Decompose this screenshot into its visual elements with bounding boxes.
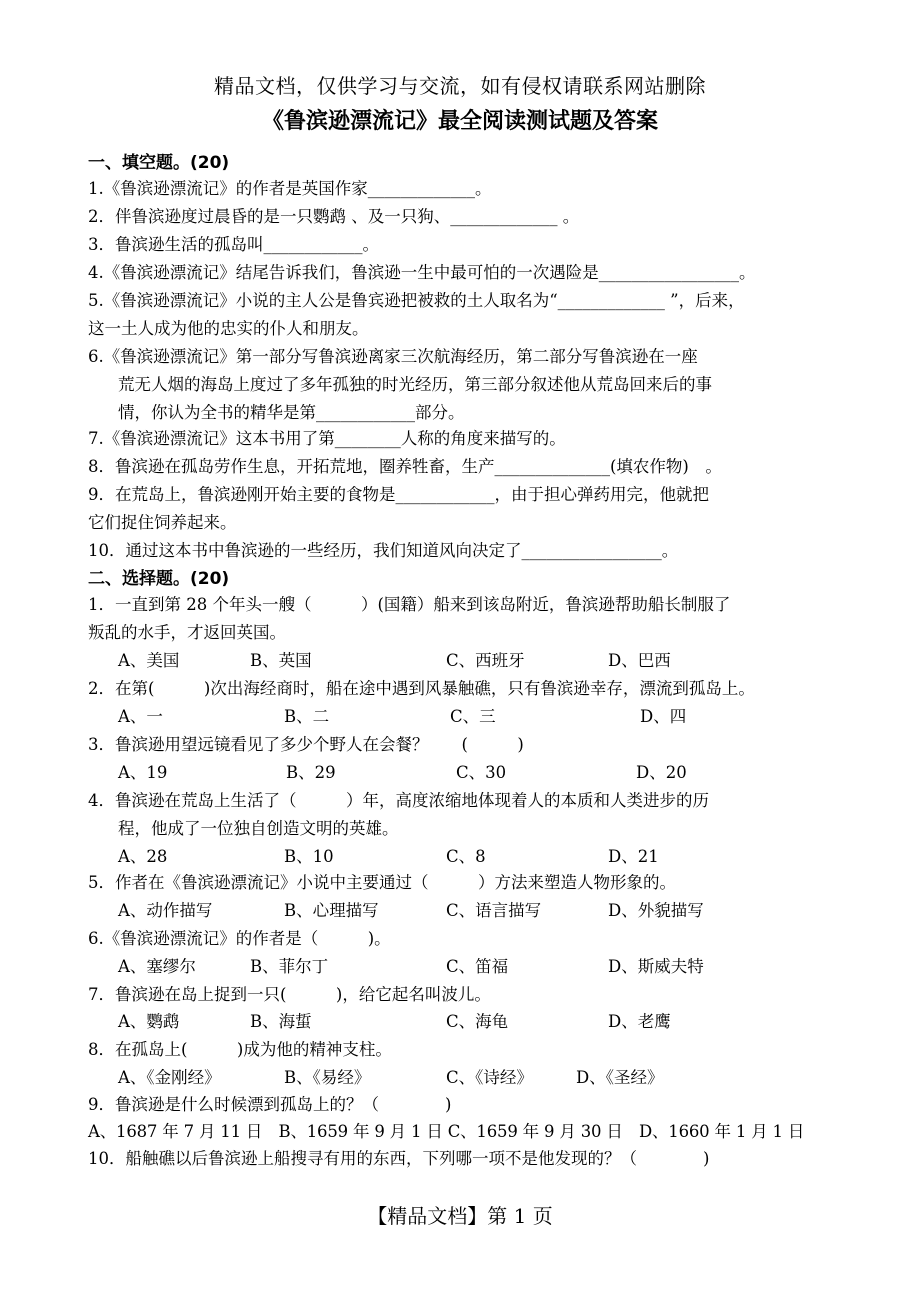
q4-option-d: D、21 xyxy=(608,847,659,866)
choice-question-4: 4．鲁滨逊在荒岛上生活了（ ）年，高度浓缩地体现着人的本质和人类进步的历 xyxy=(88,791,709,810)
choice-question-9: 9．鲁滨逊是什么时候漂到孤岛上的？（ ) xyxy=(88,1095,452,1114)
choice-question-10: 10．船触礁以后鲁滨逊上船搜寻有用的东西，下列哪一项不是他发现的？（ ) xyxy=(88,1149,710,1168)
choice-question-2: 2．在第( )次出海经商时，船在途中遇到风暴触礁，只有鲁滨逊幸存，漂流到孤岛上。 xyxy=(88,679,755,698)
q4-option-b: B、10 xyxy=(284,847,334,866)
q2-option-b: B、二 xyxy=(284,707,330,726)
q8-option-b: B、《易经》 xyxy=(284,1068,371,1087)
choice-question-1-cont: 叛乱的水手，才返回英国。 xyxy=(88,623,286,642)
q5-option-a: A、动作描写 xyxy=(118,901,213,920)
fill-question-2: 2．伴鲁滨逊度过晨昏的是一只鹦鹉 、及一只狗、_____________ 。 xyxy=(88,207,580,226)
fill-question-4: 4.《鲁滨逊漂流记》结尾告诉我们，鲁滨逊一生中最可怕的一次遇险是_________________。 xyxy=(88,263,756,282)
fill-question-10: 10．通过这本书中鲁滨逊的一些经历，我们知道风向决定了_________________。 xyxy=(88,541,679,560)
fill-question-5-cont: 这一土人成为他的忠实的仆人和朋友。 xyxy=(88,319,369,338)
choice-question-3: 3．鲁滨逊用望远镜看见了多少个野人在会餐？ ( ) xyxy=(88,735,524,754)
q5-option-c: C、语言描写 xyxy=(446,901,542,920)
q3-option-c: C、30 xyxy=(456,763,507,782)
choice-question-4-cont: 程，他成了一位独自创造文明的英雄。 xyxy=(118,819,399,838)
q8-option-c: C、《诗经》 xyxy=(446,1068,533,1087)
choice-question-6: 6.《鲁滨逊漂流记》的作者是（ )。 xyxy=(88,929,391,948)
fill-question-5: 5.《鲁滨逊漂流记》小说的主人公是鲁宾逊把被救的土人取名为“_____________ ”，后来， xyxy=(88,291,745,310)
q4-option-a: A、28 xyxy=(118,847,168,866)
q5-option-b: B、心理描写 xyxy=(284,901,379,920)
watermark-text: 精品文档，仅供学习与交流，如有侵权请联系网站删除 xyxy=(214,74,706,98)
q1-option-c: C、西班牙 xyxy=(446,651,525,670)
choice-question-5: 5．作者在《鲁滨逊漂流记》小说中主要通过（ ）方法来塑造人物形象的。 xyxy=(88,873,676,892)
q6-option-a: A、塞缪尔 xyxy=(118,957,196,976)
q1-option-d: D、巴西 xyxy=(608,651,671,670)
section-heading-fill-blank: 一、填空题。(20) xyxy=(88,153,230,173)
q1-option-b: B、英国 xyxy=(250,651,312,670)
q1-option-a: A、美国 xyxy=(118,651,180,670)
q2-option-d: D、四 xyxy=(640,707,687,726)
q6-option-c: C、笛福 xyxy=(446,957,509,976)
q7-option-a: A、鹦鹉 xyxy=(118,1012,180,1031)
fill-question-6-cont-1: 荒无人烟的海岛上度过了多年孤独的时光经历，第三部分叙述他从荒岛回来后的事 xyxy=(118,375,712,394)
q9-options: A、1687 年 7 月 11 日 B、1659 年 9 月 1 日 C、1659 年 9 月 30 日 D、1660 年 1 月 1 日 xyxy=(88,1122,805,1141)
q5-option-d: D、外貌描写 xyxy=(608,901,704,920)
q3-option-a: A、19 xyxy=(118,763,168,782)
choice-question-7: 7．鲁滨逊在岛上捉到一只( )，给它起名叫波儿。 xyxy=(88,985,491,1004)
q3-option-d: D、20 xyxy=(636,763,687,782)
q6-option-b: B、菲尔丁 xyxy=(250,957,329,976)
choice-question-8: 8．在孤岛上( )成为他的精神支柱。 xyxy=(88,1040,392,1059)
q2-option-a: A、一 xyxy=(118,707,163,726)
fill-question-3: 3．鲁滨逊生活的孤岛叫____________。 xyxy=(88,235,379,254)
q2-option-c: C、三 xyxy=(450,707,496,726)
fill-question-9-cont: 它们捉住饲养起来。 xyxy=(88,513,237,532)
q7-option-b: B、海蜇 xyxy=(250,1012,312,1031)
q3-option-b: B、29 xyxy=(286,763,336,782)
fill-question-8: 8．鲁滨逊在孤岛劳作生息，开拓荒地，圈养牲畜，生产______________(填农作物) 。 xyxy=(88,457,722,476)
fill-question-6-cont-2: 情，你认为全书的精华是第____________部分。 xyxy=(118,403,465,422)
choice-question-1: 1．一直到第 28 个年头一艘（ ）(国籍）船来到该岛附近，鲁滨逊帮助船长制服了 xyxy=(88,595,731,614)
q8-option-a: A、《金刚经》 xyxy=(118,1068,221,1087)
section-heading-choice: 二、选择题。(20) xyxy=(88,569,230,589)
fill-question-9: 9．在荒岛上，鲁滨逊刚开始主要的食物是____________，由于担心弹药用完，他就把 xyxy=(88,485,709,504)
q7-option-c: C、海龟 xyxy=(446,1012,509,1031)
fill-question-6: 6.《鲁滨逊漂流记》第一部分写鲁滨逊离家三次航海经历，第二部分写鲁滨逊在一座 xyxy=(88,347,698,366)
fill-question-7: 7.《鲁滨逊漂流记》这本书用了第________人称的角度来描写的。 xyxy=(88,429,566,448)
page-footer: 【精品文档】第 1 页 xyxy=(367,1204,553,1228)
q8-option-d: D、《圣经》 xyxy=(576,1068,664,1087)
document-title: 《鲁滨逊漂流记》最全阅读测试题及答案 xyxy=(261,108,658,134)
q4-option-c: C、8 xyxy=(446,847,486,866)
q7-option-d: D、老鹰 xyxy=(608,1012,671,1031)
q6-option-d: D、斯威夫特 xyxy=(608,957,704,976)
fill-question-1: 1.《鲁滨逊漂流记》的作者是英国作家_____________。 xyxy=(88,179,492,198)
